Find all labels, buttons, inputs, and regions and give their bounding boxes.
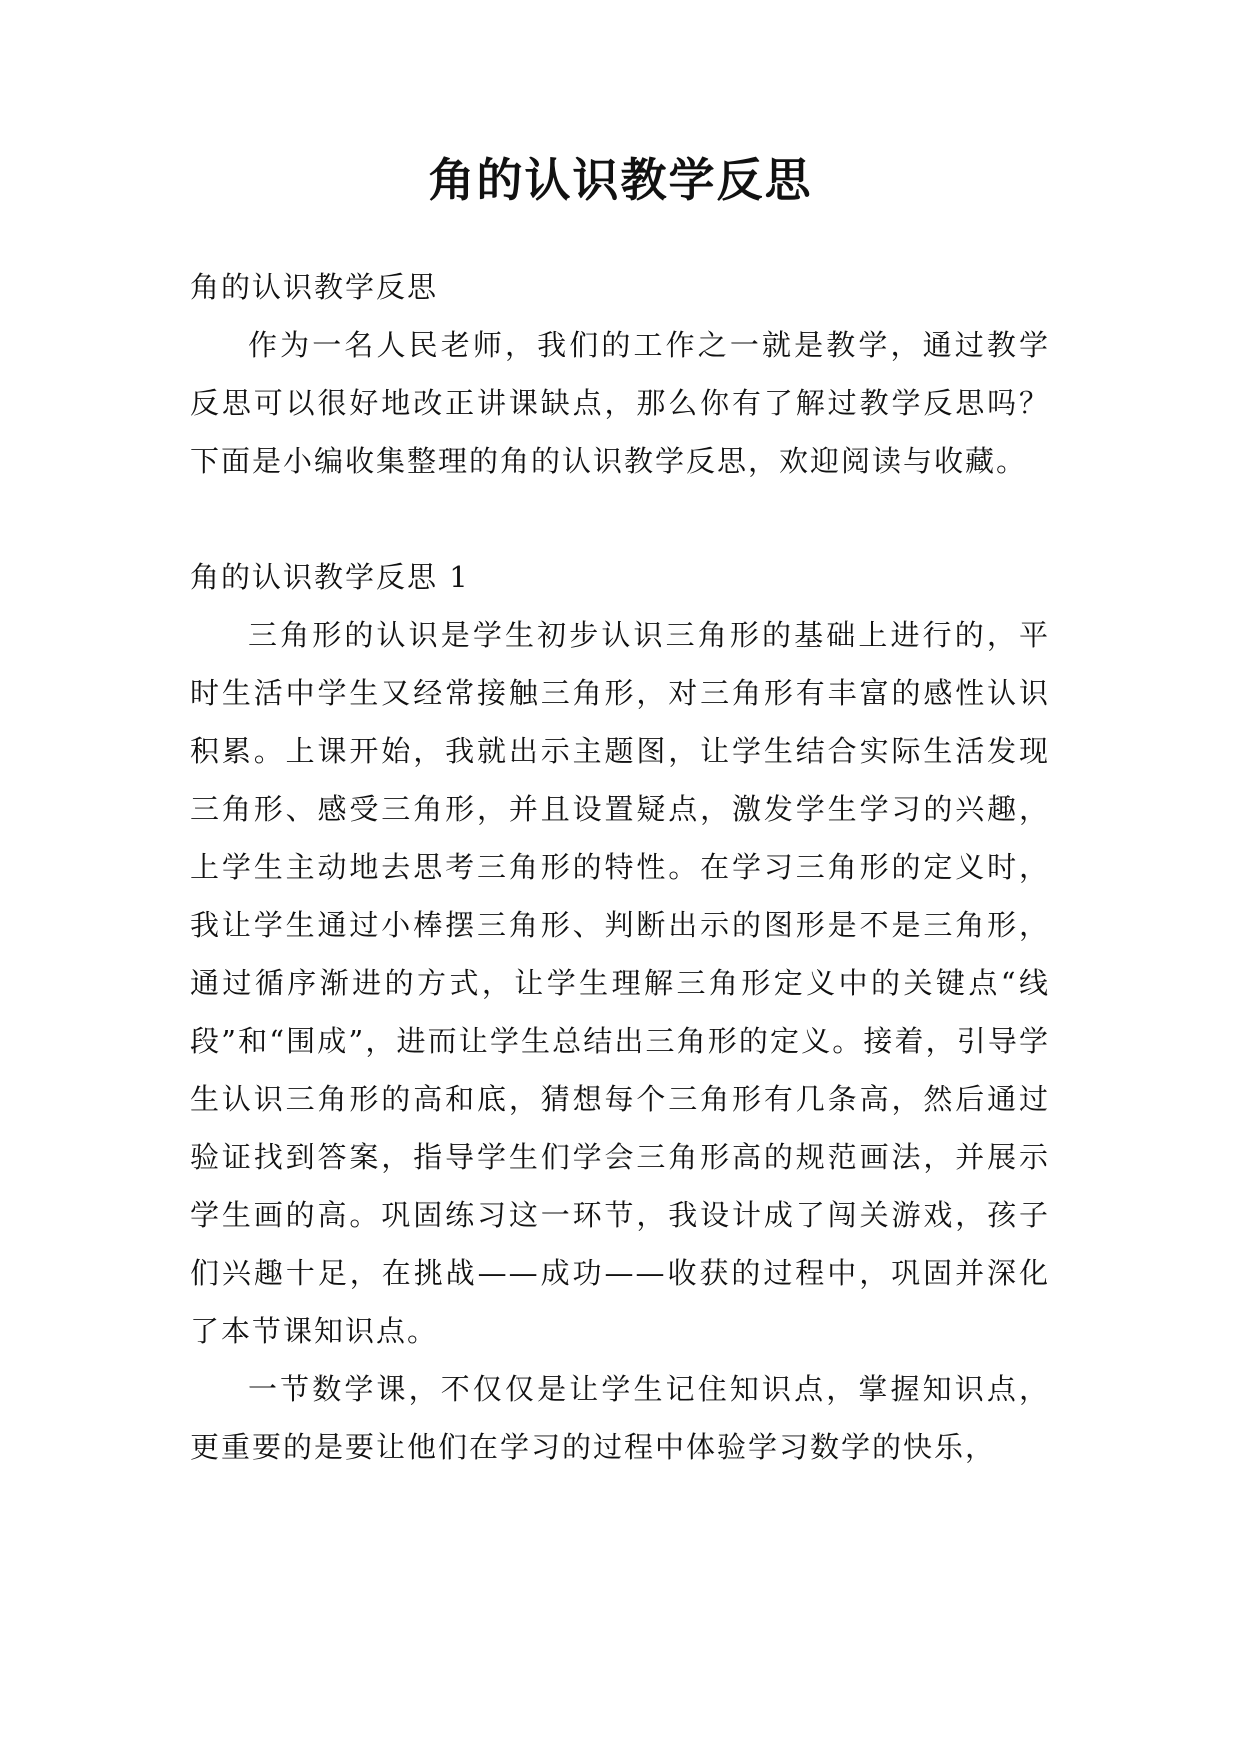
section-spacer bbox=[190, 490, 1050, 548]
intro-paragraph: 作为一名人民老师，我们的工作之一就是教学，通过教学反思可以很好地改正讲课缺点，那么你有了解过教学反思吗？下面是小编收集整理的角的认识教学反思，欢迎阅读与收藏。 bbox=[190, 328, 1050, 478]
document-body bbox=[190, 258, 1050, 1476]
intro-heading: 角的认识教学反思 bbox=[190, 270, 439, 304]
page-title: 角的认识教学反思 bbox=[428, 153, 813, 207]
section-1-paragraph-1: 三角形的认识是学生初步认识三角形的基础上进行的，平时生活中学生又经常接触三角形，对三角形有丰富的感性认识积累。上课开始，我就出示主题图，让学生结合实际生活发现三角形、感受三角形，并且设置疑点，激发学生学习的兴趣，上学生主动地去思考三角形的特性。在学习三角形的定义时，我让学生通过小棒摆三角形、判断出示的图形是不是三角形，通过循序渐进的方式，让学生理解三角形定义中的关键点“线段”和“围成”，进而让学生总结出三角形的定义。接着，引导学生认识三角形的高和底，猜想每个三角形有几条高，然后通过验证找到答案，指导学生们学会三角形高的规范画法，并展示学生画的高。巩固练习这一环节，我设计成了闯关游戏，孩子们兴趣十足，在挑战——成功——收获的过程中，巩固并深化了本节课知识点。 bbox=[190, 618, 1050, 1348]
section-1-heading: 角的认识教学反思 1 bbox=[190, 560, 470, 594]
section-1-paragraph-2: 一节数学课，不仅仅是让学生记住知识点，掌握知识点，更重要的是要让他们在学习的过程中体验学习数学的快乐， bbox=[190, 1372, 1050, 1464]
